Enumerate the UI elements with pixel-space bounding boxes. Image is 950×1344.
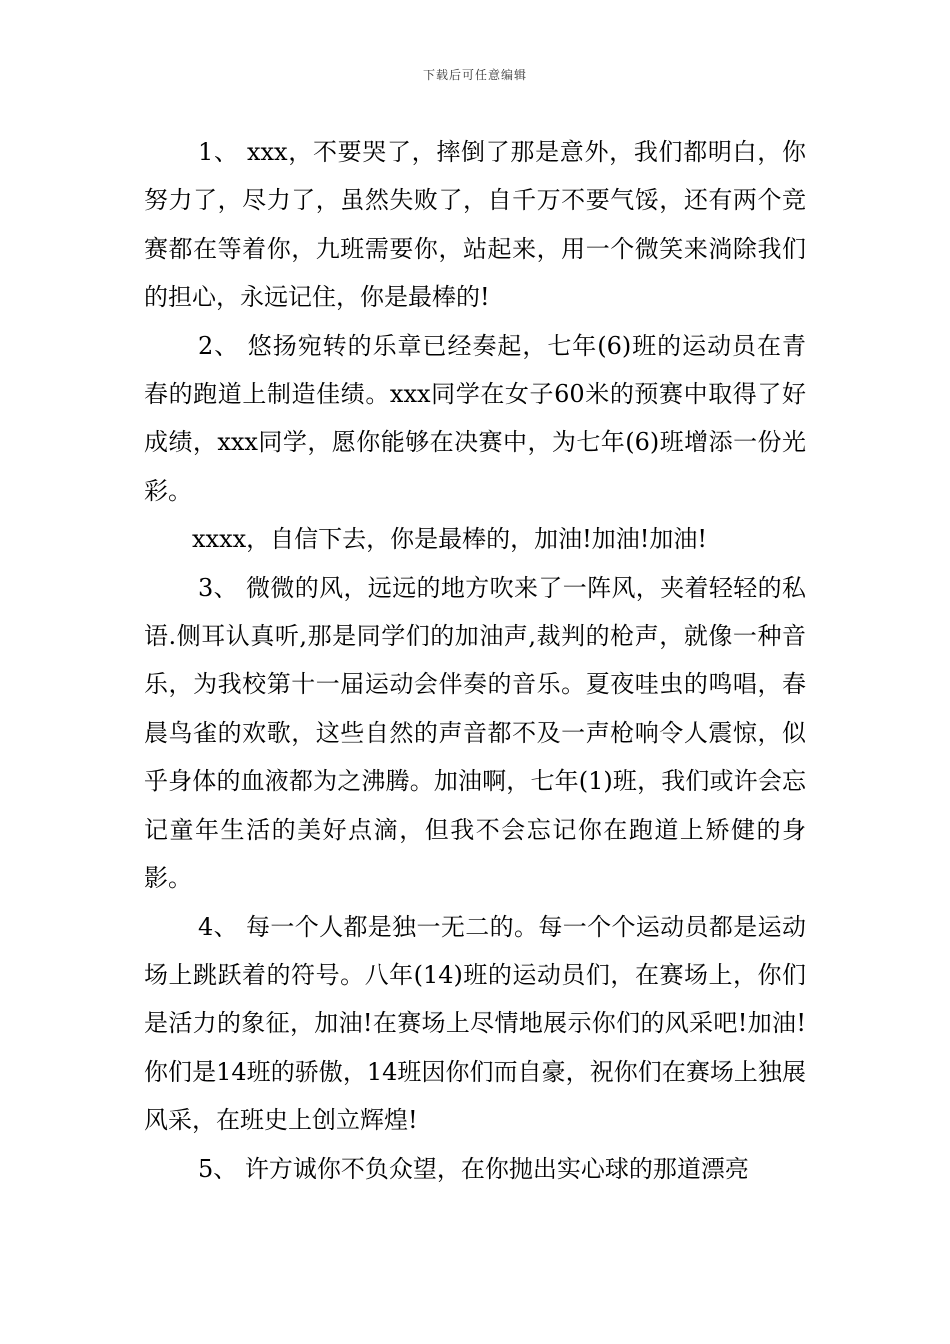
paragraph-4: 4、 每一个人都是独一无二的。每一个个运动员都是运动场上跳跃着的符号。八年(14)班的运动员们，在赛场上，你们是活力的象征，加油!在赛场上尽情地展示你们的风采吧!加油!你们是14班的骄傲，14班因你们而自豪，祝你们在赛场上独展风采，在班史上创立辉煌! bbox=[144, 912, 806, 1135]
paragraph-1: 1、 xxx，不要哭了，摔倒了那是意外，我们都明白，你努力了，尽力了，虽然失败了，自千万不要气馁，还有两个竞赛都在等着你，九班需要你，站起来，用一个微笑来淌除我们的担心，永远记住，你是最棒的! bbox=[144, 138, 806, 312]
paragraph-5: 5、 许方诚你不负众望，在你抛出实心球的那道漂亮 bbox=[198, 1154, 749, 1183]
document-body bbox=[144, 128, 806, 1193]
paragraph-3: 3、 微微的风，远远的地方吹来了一阵风，夹着轻轻的私语.侧耳认真听,那是同学们的加油声,裁判的枪声，就像一种音乐，为我校第十一届运动会伴奏的音乐。夏夜哇虫的鸣唱，春晨鸟雀的欢歌，这些自然的声音都不及一声枪响令人震惊，似乎身体的血液都为之沸腾。加油啊，七年(1)班，我们或许会忘记童年生活的美好点滴，但我不会忘记你在跑道上矫健的身影。 bbox=[144, 573, 806, 893]
page-header: 下载后可任意编辑 bbox=[422, 68, 527, 82]
paragraph-2: 2、 悠扬宛转的乐章已经奏起，七年(6)班的运动员在青春的跑道上制造佳绩。xxx同学在女子60米的预赛中取得了好成绩，xxx同学，愿你能够在决赛中，为七年(6)班增添一份光彩。 bbox=[144, 331, 806, 505]
paragraph-cheer: xxxx，自信下去，你是最棒的，加油!加油!加油! bbox=[192, 525, 708, 554]
